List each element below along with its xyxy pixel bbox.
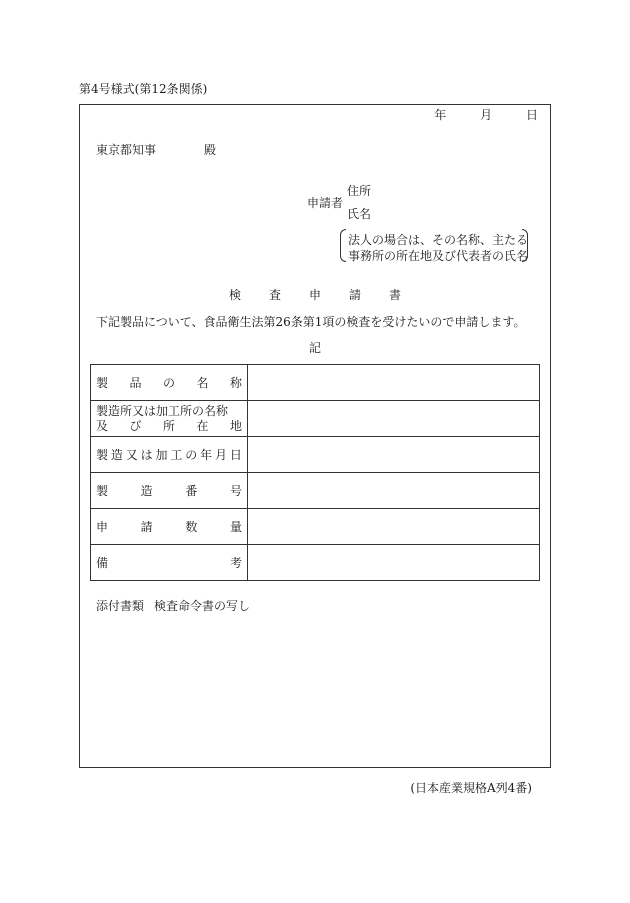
label-char: 所 [162, 418, 175, 433]
factory-name-location-label [91, 401, 248, 437]
address-label: 住所 [347, 184, 372, 198]
manufacture-date-label [91, 437, 248, 473]
document-title [0, 286, 630, 303]
label-char: 備 [96, 556, 109, 570]
items-table [90, 364, 540, 581]
quantity-label [91, 509, 248, 545]
label-char: 年 [200, 448, 213, 462]
remarks-label [91, 545, 248, 581]
month-label: 月 [480, 108, 493, 122]
product-name-label [91, 365, 248, 401]
table-row [91, 509, 540, 545]
label-char: 工 [170, 448, 183, 462]
addressee-name: 東京都知事 [96, 143, 157, 157]
table-row [91, 365, 540, 401]
left-bracket [340, 229, 346, 262]
right-bracket [522, 229, 528, 262]
label-char: 申 [96, 520, 109, 534]
quantity-field[interactable] [248, 509, 540, 545]
label-char: 在 [196, 418, 209, 433]
title-char: 書 [389, 288, 402, 302]
lot-number-field[interactable] [248, 473, 540, 509]
label-char: 及 [96, 418, 109, 433]
title-char: 申 [308, 288, 321, 302]
label-char: 日 [229, 448, 242, 462]
attachment [96, 597, 250, 614]
form-number-label: 第4号様式(第12条関係) [79, 82, 208, 96]
label-char: 称 [229, 376, 242, 390]
applicant-label: 申請者 [307, 196, 344, 210]
label-char: 又 [125, 448, 138, 462]
label-char: び [129, 418, 142, 433]
label-char: 数 [185, 520, 198, 534]
label-char: 番 [185, 484, 198, 498]
label-char: 品 [129, 376, 142, 390]
label-char: 号 [229, 484, 242, 498]
label-char: 製 [96, 376, 109, 390]
addressee [96, 141, 216, 158]
label-char: 製 [96, 484, 109, 498]
label-char: 製 [96, 448, 109, 462]
lot-number-label [91, 473, 248, 509]
date-line [434, 106, 538, 123]
label-char: 名 [196, 376, 209, 390]
remarks-field[interactable] [248, 545, 540, 581]
title-char: 査 [268, 288, 281, 302]
name-label: 氏名 [347, 207, 372, 221]
label-char: の [185, 448, 198, 462]
attachment-label: 添付書類 [96, 599, 145, 613]
table-row [91, 437, 540, 473]
corp-note-line: 事務所の所在地及び代表者の氏名 [348, 249, 529, 263]
ki-heading: 記 [308, 341, 321, 355]
label-line: 製造所又は加工所の名称 [96, 403, 229, 418]
year-label: 年 [434, 108, 447, 122]
label-char: の [162, 376, 175, 390]
table-row [91, 473, 540, 509]
label-char: 月 [215, 448, 228, 462]
corp-note-line: 法人の場合は、その名称、主たる [348, 233, 529, 247]
label-char: 量 [229, 520, 242, 534]
paper-standard-note: (日本産業規格A列4番) [410, 781, 532, 795]
title-char: 請 [349, 288, 362, 302]
product-name-field[interactable] [248, 365, 540, 401]
label-char: 造 [140, 484, 153, 498]
table-row [91, 545, 540, 581]
body-text: 下記製品について、食品衛生法第26条第1項の検査を受けたいので申請します。 [96, 315, 526, 329]
day-label: 日 [525, 108, 538, 122]
addressee-honorific: 殿 [204, 143, 217, 157]
factory-name-location-field[interactable] [248, 401, 540, 437]
label-char: 請 [140, 520, 153, 534]
attachment-value: 検査命令書の写し [154, 599, 251, 613]
label-char: 考 [229, 556, 242, 570]
label-char: 地 [229, 418, 242, 433]
table-row [91, 401, 540, 437]
label-char: 加 [155, 448, 168, 462]
manufacture-date-field[interactable] [248, 437, 540, 473]
title-char: 検 [228, 288, 241, 302]
corporation-note [340, 229, 528, 262]
label-char: 造 [110, 448, 123, 462]
label-char: は [140, 448, 153, 462]
